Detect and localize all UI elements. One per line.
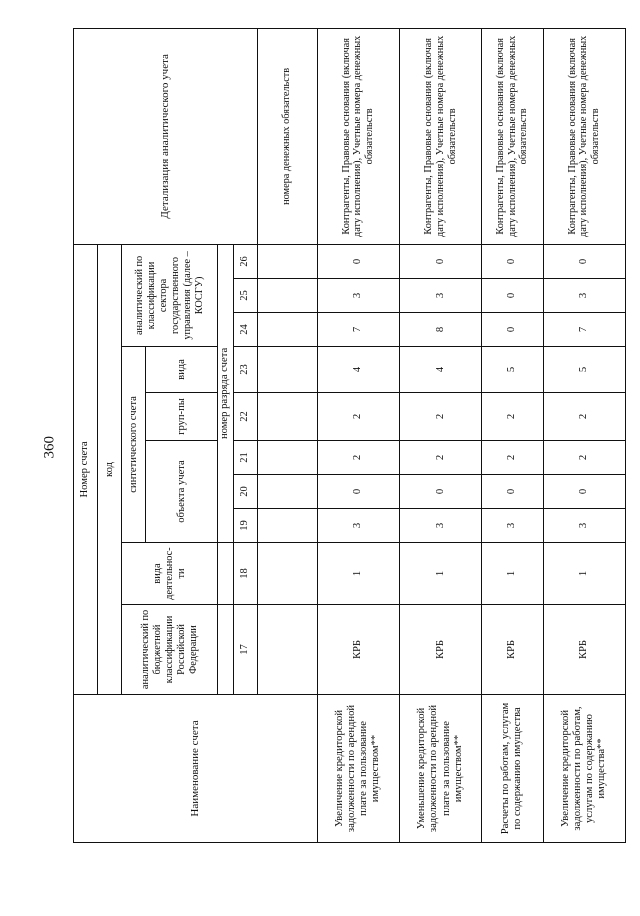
row-budget: КРБ bbox=[399, 605, 481, 695]
row-c22: 2 bbox=[482, 393, 543, 441]
header-account-name: Наименование счета bbox=[74, 695, 318, 843]
row-c22: 2 bbox=[543, 393, 625, 441]
table-row bbox=[399, 28, 481, 842]
row-c22: 2 bbox=[317, 393, 399, 441]
table-row bbox=[543, 28, 625, 842]
header-account-number: Номер счета bbox=[74, 244, 98, 694]
cont-cell bbox=[257, 605, 317, 695]
row-c23: 4 bbox=[399, 347, 481, 393]
col-number: 17 bbox=[233, 605, 257, 695]
row-c21: 2 bbox=[399, 441, 481, 475]
col-number: 24 bbox=[233, 313, 257, 347]
row-c19: 3 bbox=[317, 509, 399, 543]
header-kosgu: аналитический по классификации сектора государственного управления (далее – КОСГУ) bbox=[122, 244, 218, 346]
cont-cell bbox=[257, 313, 317, 347]
page-number: 360 bbox=[41, 436, 58, 459]
cont-cell bbox=[257, 279, 317, 313]
row-c19: 3 bbox=[482, 509, 543, 543]
col-number: 20 bbox=[233, 475, 257, 509]
row-detail: Контрагенты, Правовые основания (включая дату исполнения), Учетные номера денежных обязательств bbox=[543, 28, 625, 244]
row-c21: 2 bbox=[482, 441, 543, 475]
row-c26: 0 bbox=[317, 244, 399, 278]
cont-cell bbox=[257, 393, 317, 441]
row-c22: 2 bbox=[399, 393, 481, 441]
first-row-detail: номера денежных обязательств bbox=[257, 28, 317, 244]
table-row bbox=[317, 28, 399, 842]
cont-cell bbox=[257, 441, 317, 475]
row-c19: 3 bbox=[399, 509, 481, 543]
row-detail: Контрагенты, Правовые основания (включая дату исполнения), Учетные номера денежных обязательств bbox=[482, 28, 543, 244]
row-account-name: Уменьшение кредиторской задолженности по арендной плате за пользование имуществом** bbox=[399, 695, 481, 843]
col-number: 19 bbox=[233, 509, 257, 543]
row-budget: КРБ bbox=[317, 605, 399, 695]
header-analytic-budget: аналитический по бюджетной классификации Российской Федерации bbox=[122, 605, 218, 695]
row-c23: 5 bbox=[482, 347, 543, 393]
row-c26: 0 bbox=[482, 244, 543, 278]
row-c23: 4 bbox=[317, 347, 399, 393]
header-activity-type: вида деятельнос-ти bbox=[122, 543, 218, 605]
header-code: код bbox=[98, 244, 122, 694]
header-digit-number: номер разряда счета bbox=[218, 244, 233, 542]
cont-cell bbox=[257, 509, 317, 543]
rotated-table-wrapper bbox=[73, 29, 626, 843]
col-number: 26 bbox=[233, 244, 257, 278]
row-c20: 0 bbox=[543, 475, 625, 509]
row-c24: 8 bbox=[399, 313, 481, 347]
row-c24: 7 bbox=[317, 313, 399, 347]
col-number: 21 bbox=[233, 441, 257, 475]
header-blank-18 bbox=[218, 543, 233, 605]
row-c25: 3 bbox=[399, 279, 481, 313]
row-c20: 0 bbox=[482, 475, 543, 509]
row-account-name: Увеличение кредиторской задолженности по арендной плате за пользование имуществом** bbox=[317, 695, 399, 843]
row-c20: 0 bbox=[317, 475, 399, 509]
row-c19: 3 bbox=[543, 509, 625, 543]
row-c20: 0 bbox=[399, 475, 481, 509]
row-budget: КРБ bbox=[543, 605, 625, 695]
table-row bbox=[482, 28, 543, 842]
accounts-table bbox=[73, 28, 626, 843]
row-c25: 3 bbox=[543, 279, 625, 313]
row-activity: 1 bbox=[317, 543, 399, 605]
header-analytic-detail: Детализация аналитического учета bbox=[74, 28, 258, 244]
col-number: 23 bbox=[233, 347, 257, 393]
row-c25: 3 bbox=[317, 279, 399, 313]
row-activity: 1 bbox=[399, 543, 481, 605]
row-c21: 2 bbox=[543, 441, 625, 475]
header-account-object: объекта учета bbox=[146, 441, 218, 543]
row-c24: 0 bbox=[482, 313, 543, 347]
row-detail: Контрагенты, Правовые основания (включая дату исполнения), Учетные номера денежных обязательств bbox=[399, 28, 481, 244]
row-c24: 7 bbox=[543, 313, 625, 347]
header-kind: вида bbox=[146, 347, 218, 393]
col-number: 25 bbox=[233, 279, 257, 313]
row-budget: КРБ bbox=[482, 605, 543, 695]
cont-cell bbox=[257, 347, 317, 393]
header-blank-17 bbox=[218, 605, 233, 695]
cont-cell bbox=[257, 475, 317, 509]
cont-cell bbox=[257, 543, 317, 605]
cont-cell bbox=[257, 244, 317, 278]
row-activity: 1 bbox=[543, 543, 625, 605]
row-account-name: Увеличение кредиторской задолженности по работам, услугам по содержанию имущества** bbox=[543, 695, 625, 843]
row-c26: 0 bbox=[399, 244, 481, 278]
header-synthetic: синтетического счета bbox=[122, 347, 146, 543]
row-c23: 5 bbox=[543, 347, 625, 393]
header-row-1 bbox=[74, 28, 98, 842]
col-number: 22 bbox=[233, 393, 257, 441]
row-account-name: Расчеты по работам, услугам по содержанию имущества bbox=[482, 695, 543, 843]
header-group: груп-пы bbox=[146, 393, 218, 441]
row-c21: 2 bbox=[317, 441, 399, 475]
row-activity: 1 bbox=[482, 543, 543, 605]
col-number: 18 bbox=[233, 543, 257, 605]
row-detail: Контрагенты, Правовые основания (включая дату исполнения), Учетные номера денежных обязательств bbox=[317, 28, 399, 244]
row-c25: 0 bbox=[482, 279, 543, 313]
row-c26: 0 bbox=[543, 244, 625, 278]
